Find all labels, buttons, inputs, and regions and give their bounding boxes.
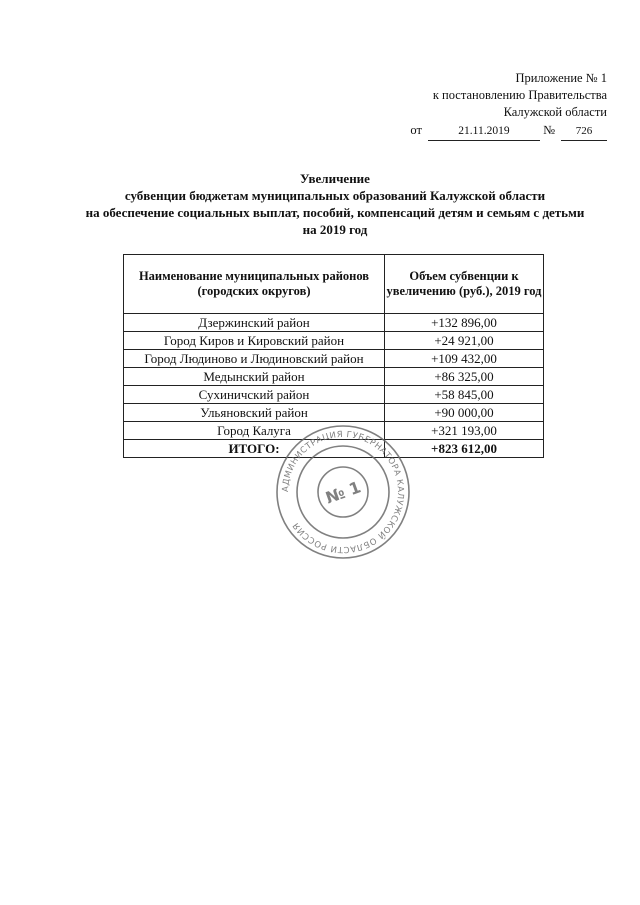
seal-number: № 1 xyxy=(323,477,364,508)
appendix-header xyxy=(410,70,607,141)
table-row xyxy=(124,314,544,332)
official-seal-icon xyxy=(274,423,412,561)
table-header-row xyxy=(124,255,544,314)
subsidy-amount: +24 921,00 xyxy=(385,332,544,350)
district-name: Город Людиново и Людиновский район xyxy=(124,350,385,368)
total-label: ИТОГО: xyxy=(124,440,385,458)
subsidy-amount: +321 193,00 xyxy=(385,422,544,440)
title-line-1: Увеличение xyxy=(300,171,370,186)
district-name: Город Киров и Кировский район xyxy=(124,332,385,350)
seal-ring-text: АДМИНИСТРАЦИЯ ГУБЕРНАТОРА КАЛУЖСКОЙ ОБЛАСТИ РОССИЯ xyxy=(280,429,406,555)
subsidy-amount: +109 432,00 xyxy=(385,350,544,368)
subsidy-amount: +90 000,00 xyxy=(385,404,544,422)
district-name: Ульяновский район xyxy=(124,404,385,422)
district-name: Медынский район xyxy=(124,368,385,386)
title-line-2: субвенции бюджетам муниципальных образований Калужской области xyxy=(124,188,546,203)
document-title xyxy=(0,170,640,238)
subsidy-amount: +58 845,00 xyxy=(385,386,544,404)
table-row xyxy=(124,350,544,368)
table-row xyxy=(124,332,544,350)
number-label: № xyxy=(543,123,555,137)
table-row xyxy=(124,404,544,422)
table-row xyxy=(124,368,544,386)
title-line-3: на обеспечение социальных выплат, пособий, компенсаций детям и семьям с детьми xyxy=(85,205,585,220)
appendix-line-1: Приложение № 1 xyxy=(515,71,607,85)
header-subsidy-amount: Объем субвенции к увеличению (руб.), 2019 год xyxy=(385,255,544,314)
district-name: Сухиничский район xyxy=(124,386,385,404)
resolution-number: 726 xyxy=(561,123,607,141)
title-line-4: на 2019 год xyxy=(302,222,368,237)
from-label: от xyxy=(410,123,422,137)
appendix-line-3: Калужской области xyxy=(503,105,607,119)
subsidy-amount: +86 325,00 xyxy=(385,368,544,386)
appendix-line-2: к постановлению Правительства xyxy=(432,88,607,102)
date-number-line xyxy=(410,122,607,141)
resolution-date: 21.11.2019 xyxy=(428,123,540,141)
subsidy-amount: +132 896,00 xyxy=(385,314,544,332)
table-row xyxy=(124,386,544,404)
district-name: Дзержинский район xyxy=(124,314,385,332)
district-name: Город Калуга xyxy=(124,422,385,440)
header-district-name: Наименование муниципальных районов (городских округов) xyxy=(124,255,385,314)
total-amount: +823 612,00 xyxy=(385,440,544,458)
